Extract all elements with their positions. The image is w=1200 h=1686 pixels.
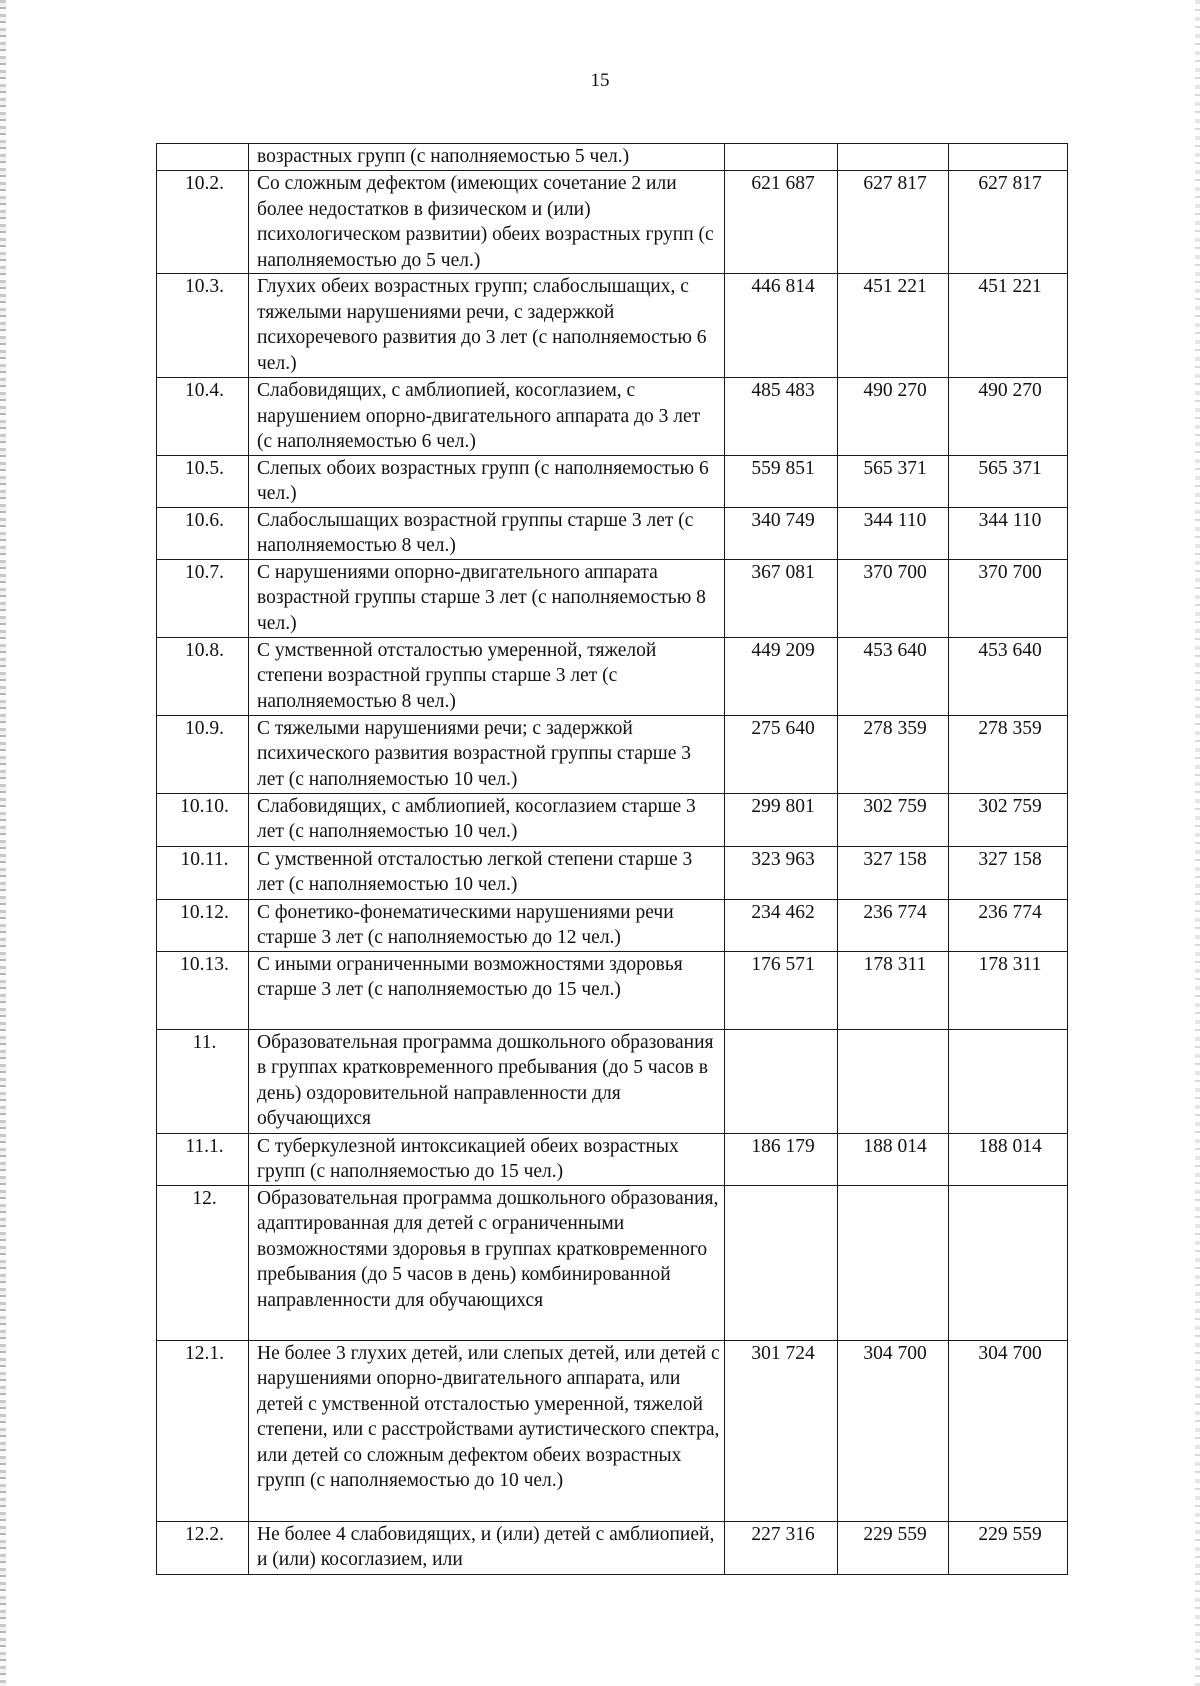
table-row [157, 1185, 1068, 1340]
row-number: 12.1. [157, 1340, 249, 1521]
row-number: 10.6. [157, 507, 249, 559]
table-row [157, 793, 1068, 846]
value-col-2: 278 359 [838, 715, 949, 793]
value-col-1: 186 179 [725, 1133, 838, 1185]
value-col-3: 453 640 [949, 637, 1068, 715]
table-row [157, 455, 1068, 507]
row-description: С иными ограниченными возможностями здоровья старше 3 лет (с наполняемостью до 15 чел.) [249, 951, 725, 1029]
value-col-3: 627 817 [949, 171, 1068, 274]
row-description: Образовательная программа дошкольного образования в группах кратковременного пребывания (до 5 часов в день) оздоровительной направленности для обучающихся [249, 1029, 725, 1133]
row-description: Со сложным дефектом (имеющих сочетание 2 или более недостатков в физическом и (или) психологическом развитии) обеих возрастных групп (с наполняемостью до 5 чел.) [249, 171, 725, 274]
value-col-1: 301 724 [725, 1340, 838, 1521]
row-number: 12. [157, 1185, 249, 1340]
row-number: 11.1. [157, 1133, 249, 1185]
value-col-2: 370 700 [838, 559, 949, 637]
row-number: 10.5. [157, 455, 249, 507]
value-col-2: 229 559 [838, 1521, 949, 1574]
value-col-3: 229 559 [949, 1521, 1068, 1574]
page-number: 15 [590, 70, 610, 91]
table-row [157, 846, 1068, 899]
value-col-2 [838, 144, 949, 171]
value-col-2: 627 817 [838, 171, 949, 274]
value-col-2: 302 759 [838, 793, 949, 846]
table-row [157, 1521, 1068, 1574]
value-col-1: 299 801 [725, 793, 838, 846]
row-number: 10.2. [157, 171, 249, 274]
value-col-1: 340 749 [725, 507, 838, 559]
value-col-2: 236 774 [838, 899, 949, 951]
value-col-1: 446 814 [725, 274, 838, 378]
row-description: Глухих обеих возрастных групп; слабослышащих, с тяжелыми нарушениями речи, с задержкой психоречевого развития до 3 лет (с наполняемостью 6 чел.) [249, 274, 725, 378]
table-row [157, 637, 1068, 715]
value-col-2: 490 270 [838, 378, 949, 456]
table-row [157, 171, 1068, 274]
row-number: 10.12. [157, 899, 249, 951]
row-description: С тяжелыми нарушениями речи; с задержкой психического развития возрастной группы старше 3 лет (с наполняемостью 10 чел.) [249, 715, 725, 793]
row-description: возрастных групп (с наполняемостью 5 чел.) [249, 144, 725, 171]
value-col-1: 367 081 [725, 559, 838, 637]
value-col-1: 449 209 [725, 637, 838, 715]
value-col-2: 188 014 [838, 1133, 949, 1185]
value-col-1 [725, 1185, 838, 1340]
value-col-2: 178 311 [838, 951, 949, 1029]
table-row [157, 144, 1068, 171]
value-col-3 [949, 1029, 1068, 1133]
row-description: С туберкулезной интоксикацией обеих возрастных групп (с наполняемостью до 15 чел.) [249, 1133, 725, 1185]
value-col-1: 559 851 [725, 455, 838, 507]
value-col-3: 278 359 [949, 715, 1068, 793]
row-number: 10.10. [157, 793, 249, 846]
value-col-2 [838, 1185, 949, 1340]
value-col-3: 188 014 [949, 1133, 1068, 1185]
value-col-3 [949, 144, 1068, 171]
value-col-3 [949, 1185, 1068, 1340]
row-description: С фонетико-фонематическими нарушениями речи старше 3 лет (с наполняемостью до 12 чел.) [249, 899, 725, 951]
scan-edge-left [0, 0, 6, 1686]
row-description: Не более 4 слабовидящих, и (или) детей с амблиопией, и (или) косоглазием, или [249, 1521, 725, 1574]
value-col-3: 565 371 [949, 455, 1068, 507]
table-row [157, 559, 1068, 637]
table-row [157, 1029, 1068, 1133]
row-number: 10.3. [157, 274, 249, 378]
row-number [157, 144, 249, 171]
value-col-1 [725, 1029, 838, 1133]
value-col-1: 227 316 [725, 1521, 838, 1574]
row-number: 11. [157, 1029, 249, 1133]
row-number: 10.13. [157, 951, 249, 1029]
value-col-2 [838, 1029, 949, 1133]
value-col-2: 304 700 [838, 1340, 949, 1521]
value-col-2: 451 221 [838, 274, 949, 378]
row-number: 10.9. [157, 715, 249, 793]
value-col-2: 453 640 [838, 637, 949, 715]
value-col-2: 344 110 [838, 507, 949, 559]
row-description: Слабовидящих, с амблиопией, косоглазием старше 3 лет (с наполняемостью 10 чел.) [249, 793, 725, 846]
value-col-3: 451 221 [949, 274, 1068, 378]
value-col-3: 302 759 [949, 793, 1068, 846]
table-row [157, 899, 1068, 951]
value-col-1: 485 483 [725, 378, 838, 456]
row-description: С нарушениями опорно-двигательного аппарата возрастной группы старше 3 лет (с наполняемостью 8 чел.) [249, 559, 725, 637]
table-row [157, 507, 1068, 559]
value-col-3: 344 110 [949, 507, 1068, 559]
value-col-1: 275 640 [725, 715, 838, 793]
value-col-2: 327 158 [838, 846, 949, 899]
table-row [157, 378, 1068, 456]
value-col-2: 565 371 [838, 455, 949, 507]
value-col-3: 304 700 [949, 1340, 1068, 1521]
row-number: 10.7. [157, 559, 249, 637]
value-col-1: 621 687 [725, 171, 838, 274]
row-description: Слабослышащих возрастной группы старше 3 лет (с наполняемостью 8 чел.) [249, 507, 725, 559]
row-description: Слабовидящих, с амблиопией, косоглазием, с нарушением опорно-двигательного аппарата до 3 лет (с наполняемостью 6 чел.) [249, 378, 725, 456]
value-col-3: 178 311 [949, 951, 1068, 1029]
value-col-1 [725, 144, 838, 171]
row-number: 10.11. [157, 846, 249, 899]
value-col-1: 323 963 [725, 846, 838, 899]
value-col-1: 234 462 [725, 899, 838, 951]
table-row [157, 1340, 1068, 1521]
row-description: Не более 3 глухих детей, или слепых детей, или детей с нарушениями опорно-двигательного аппарата, или детей с умственной отсталостью умеренной, тяжелой степени, или с расстройствами аутистического спектра, или детей со сложным дефектом обеих возрастных групп (с наполняемостью до 10 чел.) [249, 1340, 725, 1521]
value-col-1: 176 571 [725, 951, 838, 1029]
value-col-3: 327 158 [949, 846, 1068, 899]
row-description: Слепых обоих возрастных групп (с наполняемостью 6 чел.) [249, 455, 725, 507]
row-description: Образовательная программа дошкольного образования, адаптированная для детей с ограниченными возможностями здоровья в группах кратковременного пребывания (до 5 часов в день) комбинированной направленности для обучающихся [249, 1185, 725, 1340]
row-number: 10.8. [157, 637, 249, 715]
table-row [157, 274, 1068, 378]
cost-table [156, 143, 1068, 1575]
row-description: С умственной отсталостью умеренной, тяжелой степени возрастной группы старше 3 лет (с наполняемостью 8 чел.) [249, 637, 725, 715]
value-col-3: 370 700 [949, 559, 1068, 637]
value-col-3: 490 270 [949, 378, 1068, 456]
value-col-3: 236 774 [949, 899, 1068, 951]
table-row [157, 1133, 1068, 1185]
scan-edge-right [1195, 0, 1200, 1686]
row-number: 12.2. [157, 1521, 249, 1574]
row-description: С умственной отсталостью легкой степени старше 3 лет (с наполняемостью 10 чел.) [249, 846, 725, 899]
table-row [157, 715, 1068, 793]
table-row [157, 951, 1068, 1029]
row-number: 10.4. [157, 378, 249, 456]
